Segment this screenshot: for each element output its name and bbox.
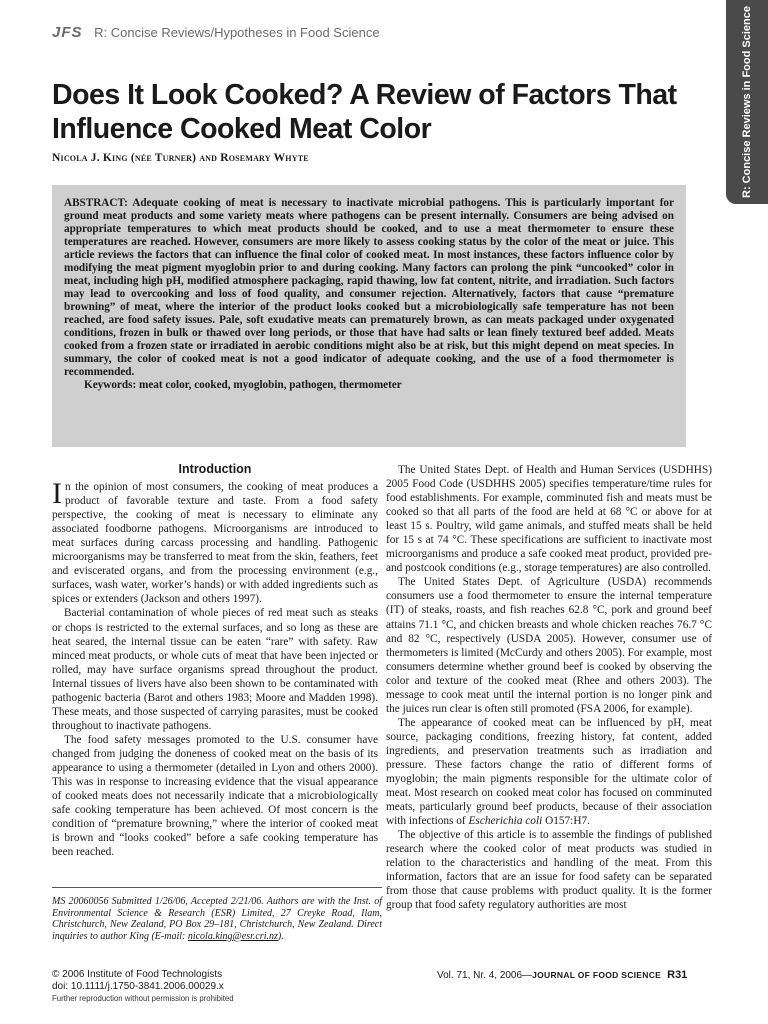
footnote-text: MS 20060056 Submitted 1/26/06, Accepted 2/21/06. Authors are with the Inst. of Environmental Science & Research (ESR) Limited, 27 Creyke Road, Ilam, Christchurch, New Zealand, PO Box 29–181, Christchurch, New Zealand. Direct inquiries to author King (E-mail: [52, 896, 382, 942]
section-label: R: Concise Reviews/Hypotheses in Food Science [94, 25, 380, 40]
abstract-box [52, 185, 686, 447]
copyright-line: © 2006 Institute of Food Technologists [52, 969, 223, 980]
footnote [52, 887, 382, 942]
right-paragraph-1: The United States Dept. of Health and Human Services (USDHHS) 2005 Food Code (USDHHS 2005) specifies temperature/time rules for food establishments. For example, comminuted fish and meats must be cooked so that all parts of the food are held at 68 °C or above for at least 15 s. Poultry, wild game animals, and stuffed meats shall be held for 15 s at 74 °C. These specifications are sufficient to inactivate most microorganisms and produce a safe cooked meat product, provided pre- and postcook conditions (e.g., storage temperatures) are also controlled. [386, 464, 712, 575]
abstract-text: ABSTRACT: Adequate cooking of meat is necessary to inactivate microbial pathogens. This is particularly important for ground meat products and some variety meats where pathogens can be present internally. Consumers are being advised on appropriate temperatures to which meat products should be cooked, and to use a meat thermometer to ensure these temperatures are reached. However, consumers are more likely to assess cooking status by the color of the meat or juice. This article reviews the factors that can influence the final color of cooked meat. In most instances, these factors influence color by modifying the meat pigment myoglobin prior to and during cooking. Many factors can prolong the pink “uncooked” color in meat, including high pH, modified atmosphere packaging, rapid thawing, low fat content, nitrite, and irradiation. Such factors may lead to overcooking and loss of food quality, and consumer rejection. Alternatively, factors that cause “premature browning” of meat, where the interior of the product looks cooked but a microbiologically safe temperature has not been reached, are food safety issues. Pale, soft exudative meats can prematurely brown, as can meats packaged under oxygenated conditions, frozen in bulk or thawed over long periods, or those that have had salts or lean finely textured beef added. Meats cooked from a frozen state or irradiated in aerobic conditions might also be at risk, but this might depend on meat species. In summary, the color of cooked meat is not a good indicator of adequate cooking, and the use of a food thermometer is recommended. [64, 197, 674, 378]
section-side-tab [726, 0, 768, 204]
intro-paragraph-2: Bacterial contamination of whole pieces of red meat such as steaks or chops is restricted to the external surfaces, and so long as these are heat seared, the internal tissue can be eaten “rare” with safety. Raw minced meat products, or whole cuts of meat that have been injected or rolled, may have surface organisms spread throughout the product. Internal tissues of livers have also been shown to be contaminated with pathogenic bacteria (Barot and others 1983; Moore and Madden 1998). These meats, and those suspected of carrying parasites, must be cooked throughout to inactivate pathogens. [52, 607, 378, 732]
doi-line: doi: 10.1111/j.1750-3841.2006.00029.x [52, 981, 224, 992]
right-column [386, 463, 712, 913]
right-paragraph-3-text: The appearance of cooked meat can be influenced by pH, meat source, packaging conditions, freezing history, fat content, added ingredients, and preservation treatments such as irradiation and pressure. These factors change the ratio of different forms of myoglobin; the main pigments responsible for the ultimate color of meat. Most research on cooked meat color has focused on comminuted meats, particularly ground beef products, because of their association with infections of [386, 716, 712, 828]
journal-abbrev: JFS [52, 24, 83, 41]
intro-paragraph-1 [52, 477, 378, 606]
section-heading-introduction: Introduction [178, 462, 252, 476]
author-email-link[interactable]: nicola.king@esr.cri.nz [187, 930, 278, 942]
footnote-end: ). [277, 930, 284, 942]
right-paragraph-4: The objective of this article is to assemble the findings of published research where the cooked color of meat products was studied in relation to the characteristics and handling of the meat. From this information, factors that are an issue for food safety can be separated from those that cause problems with product quality. It is the former group that food safety regulatory authorities are most [386, 829, 712, 912]
keywords: Keywords: meat color, cooked, myoglobin, pathogen, thermometer [84, 379, 402, 391]
journal-name: JOURNAL OF FOOD SCIENCE [532, 970, 662, 980]
drop-cap: I [52, 477, 62, 511]
intro-paragraph-1-text: n the opinion of most consumers, the cooking of meat produces a product of favorable texture and taste. From a food safety perspective, the cooking of meat is necessary to eliminate any associated foodborne pathogens. Microorganisms are introduced to meat surfaces during carcass processing and handling. Pathogenic microorganisms may be transferred to meat from the skin, feathers, feet and eviscerated organs, and from the processing environment (e.g., surfaces, wash water, worker’s hands) or with added ingredients such as spices or extenders (Jackson and others 1997). [52, 481, 378, 606]
intro-paragraph-3: The food safety messages promoted to the U.S. consumer have changed from judging the doneness of cooked meat on the basis of its appearance to using a thermometer (detailed in Lyon and others 2000). This was in response to increasing evidence that the visual appearance of cooked meats does not necessarily indicate that a microbiologically safe cooking temperature has been achieved. Of most concern is the condition of “premature browning,” where the interior of cooked meat is brown and “looks cooked” before a safe cooking temperature has been reached. [52, 733, 378, 859]
right-paragraph-2: The United States Dept. of Agriculture (USDA) recommends consumers use a food thermometer to ensure the internal temperature (IT) of steaks, roasts, and fish reaches 62.8 °C, pork and ground beef attains 71.1 °C, and chicken breasts and whole chicken reaches 76.7 °C and 82 °C, respectively (USDA 2005). However, consumer use of thermometers is limited (McCurdy and others 2005). For example, most consumers determine whether ground beef is cooked by observing the color and texture of the cooked meat (Rhee and others 2003). The message to cook meat until the internal portion is no longer pink and the juices run clear is often still promoted (FSA 2006, for example). [386, 576, 712, 715]
permission-line: Further reproduction without permission is prohibited [52, 994, 234, 1003]
page-number: R31 [667, 969, 688, 981]
footer-left [52, 969, 234, 1005]
species-name: Escherichia coli [468, 815, 543, 828]
author-list: Nicola J. King (née Turner) and Rosemary Whyte [52, 152, 309, 164]
running-header [52, 24, 380, 41]
right-paragraph-3 [386, 716, 712, 828]
left-column [52, 462, 378, 859]
article-title: Does It Look Cooked? A Review of Factors That Influence Cooked Meat Color [52, 79, 677, 145]
volume-info: Vol. 71, Nr. 4, 2006— [437, 970, 533, 981]
footer-right [437, 969, 713, 981]
right-paragraph-3-end: O157:H7. [542, 815, 590, 828]
side-tab-label: R: Concise Reviews in Food Science [741, 6, 753, 198]
